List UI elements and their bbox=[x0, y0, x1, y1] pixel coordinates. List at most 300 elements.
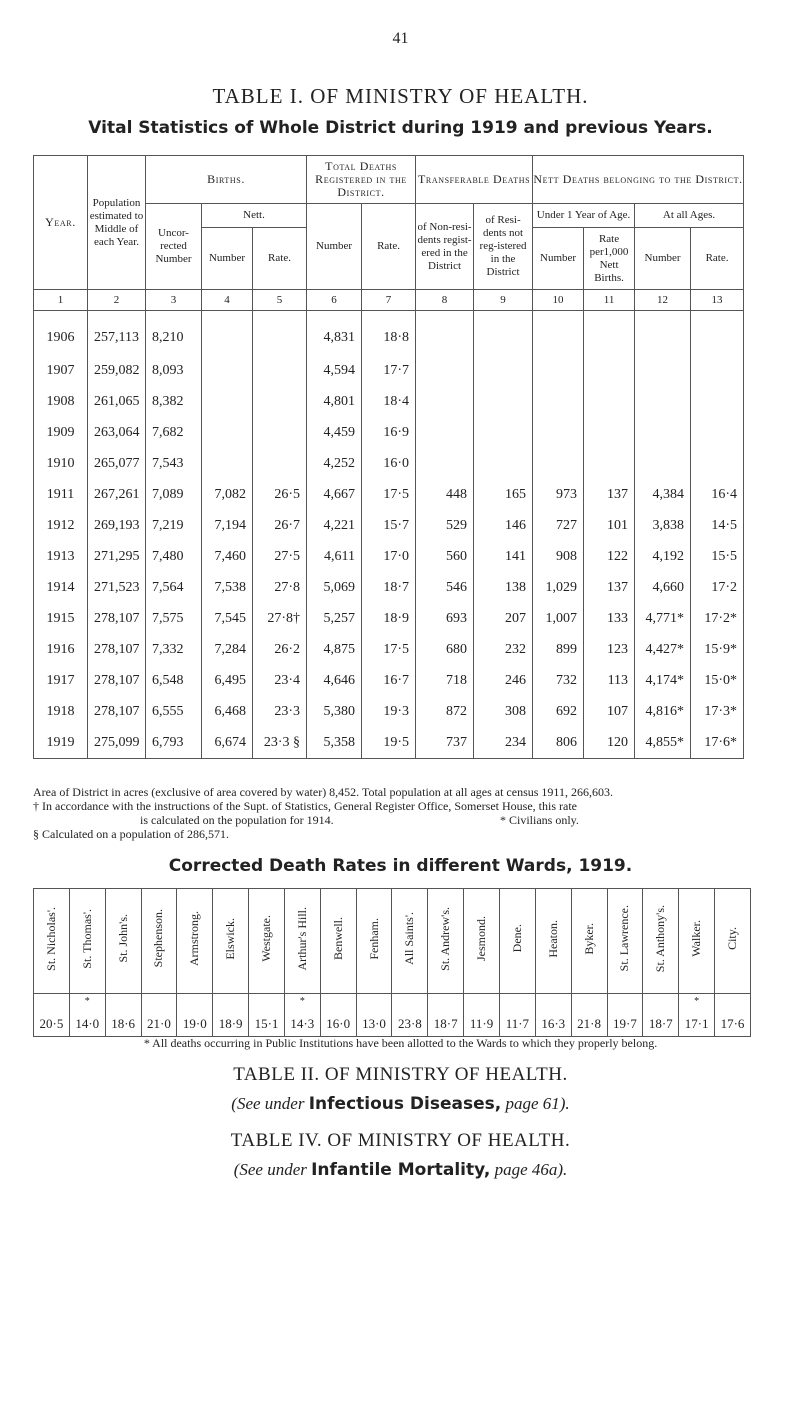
table-cell: 278,107 bbox=[88, 634, 146, 665]
ward-rate: 18·7 bbox=[433, 1016, 458, 1031]
vital-statistics-table bbox=[33, 155, 744, 759]
table-cell: 17·2 bbox=[691, 572, 744, 603]
year-cell: 1918 bbox=[34, 696, 88, 727]
table-cell: 5,257 bbox=[307, 603, 362, 634]
table-cell: 18·7 bbox=[362, 572, 416, 603]
table-cell bbox=[474, 448, 533, 479]
table-cell: 529 bbox=[416, 510, 474, 541]
column-number: 9 bbox=[474, 290, 533, 311]
ward-name-cell bbox=[679, 889, 715, 994]
table-cell bbox=[202, 355, 253, 386]
ward-name: St. Andrew's. bbox=[438, 906, 453, 971]
table-cell: 146 bbox=[474, 510, 533, 541]
note-section: § Calculated on a population of 286,571. bbox=[33, 827, 229, 841]
ward-rate: 14·0 bbox=[75, 1016, 100, 1031]
table4-title: TABLE IV. OF MINISTRY OF HEALTH. bbox=[230, 1130, 571, 1151]
table2-title: TABLE II. OF MINISTRY OF HEALTH. bbox=[233, 1064, 568, 1085]
table-cell bbox=[584, 386, 635, 417]
header-all-ages: At all Ages. bbox=[635, 204, 744, 228]
table-cell: 6,793 bbox=[146, 727, 202, 759]
ward-name-cell bbox=[69, 889, 105, 994]
header-births: Births. bbox=[146, 156, 307, 204]
table-cell: 107 bbox=[584, 696, 635, 727]
ward-rate: 18·6 bbox=[111, 1016, 136, 1031]
table-cell: 1,007 bbox=[533, 603, 584, 634]
table-cell bbox=[584, 355, 635, 386]
ward-name-cell bbox=[105, 889, 141, 994]
ward-name: Heaton. bbox=[545, 919, 560, 958]
ward-rate-cell bbox=[284, 994, 320, 1037]
table-cell: 23·3 bbox=[253, 696, 307, 727]
table-cell: 6,555 bbox=[146, 696, 202, 727]
ward-name-cell bbox=[607, 889, 643, 994]
ward-name: St. Thomas'. bbox=[79, 908, 94, 969]
table-cell: 16·7 bbox=[362, 665, 416, 696]
ward-rate: 18·7 bbox=[648, 1016, 673, 1031]
table-cell bbox=[584, 417, 635, 448]
table-cell: 261,065 bbox=[88, 386, 146, 417]
note-civilians: * Civilians only. bbox=[500, 813, 579, 827]
table-cell: 7,564 bbox=[146, 572, 202, 603]
wards-title: Corrected Death Rates in different Wards, 1919. bbox=[168, 856, 633, 876]
table-cell bbox=[474, 311, 533, 356]
column-number: 12 bbox=[635, 290, 691, 311]
table-cell: 718 bbox=[416, 665, 474, 696]
table-cell: 269,193 bbox=[88, 510, 146, 541]
ward-name: St. Lawrence. bbox=[617, 905, 632, 972]
table-cell bbox=[533, 386, 584, 417]
ward-rate-cell bbox=[607, 994, 643, 1037]
header-transferable-deaths: Transferable Deaths bbox=[416, 156, 533, 204]
table4-ref-bold: Infantile Mortality, bbox=[311, 1160, 491, 1180]
table-cell bbox=[202, 448, 253, 479]
table-cell: 806 bbox=[533, 727, 584, 759]
table-cell bbox=[253, 355, 307, 386]
ward-rate-cell bbox=[105, 994, 141, 1037]
table-row bbox=[34, 572, 744, 603]
header-allages-rate: Rate. bbox=[691, 228, 744, 290]
table-cell bbox=[253, 386, 307, 417]
ward-rate-cell bbox=[571, 994, 607, 1037]
table-cell bbox=[202, 386, 253, 417]
table-cell bbox=[584, 448, 635, 479]
wards-footnote: * All deaths occurring in Public Institutions have been allotted to the Wards to which they properly belong. bbox=[143, 1036, 658, 1050]
ward-asterisk: * bbox=[694, 996, 700, 1007]
table-cell: 7,082 bbox=[202, 479, 253, 510]
ward-rate: 21·0 bbox=[147, 1016, 171, 1031]
ward-rate-cell bbox=[177, 994, 213, 1037]
table-cell: 165 bbox=[474, 479, 533, 510]
note-population-1914: is calculated on the population for 1914. bbox=[140, 813, 334, 827]
year-cell: 1916 bbox=[34, 634, 88, 665]
table-cell: 4,459 bbox=[307, 417, 362, 448]
table-cell: 15·5 bbox=[691, 541, 744, 572]
ward-rate-cell bbox=[679, 994, 715, 1037]
ward-name: Elswick. bbox=[223, 917, 238, 960]
table-row bbox=[34, 448, 744, 479]
table-cell bbox=[533, 355, 584, 386]
table4-ref-post: page 46a). bbox=[490, 1160, 568, 1179]
ward-rate-cell bbox=[249, 994, 285, 1037]
year-cell: 1907 bbox=[34, 355, 88, 386]
table2-reference bbox=[0, 1094, 801, 1114]
year-cell: 1906 bbox=[34, 311, 88, 356]
table-cell: 122 bbox=[584, 541, 635, 572]
header-deaths-rate: Rate. bbox=[362, 204, 416, 290]
table-cell: 737 bbox=[416, 727, 474, 759]
ward-name: Fenham. bbox=[366, 917, 381, 960]
table-cell: 4,611 bbox=[307, 541, 362, 572]
ward-name: St. Anthony's. bbox=[653, 904, 668, 973]
table-cell bbox=[416, 386, 474, 417]
table-cell: 693 bbox=[416, 603, 474, 634]
table-cell: 278,107 bbox=[88, 665, 146, 696]
ward-rate-cell bbox=[34, 994, 70, 1037]
table-cell bbox=[416, 311, 474, 356]
table-cell: 7,219 bbox=[146, 510, 202, 541]
table-cell: 278,107 bbox=[88, 603, 146, 634]
table-cell bbox=[635, 386, 691, 417]
table-cell: 448 bbox=[416, 479, 474, 510]
table-cell: 271,295 bbox=[88, 541, 146, 572]
ward-rate-cell bbox=[69, 994, 105, 1037]
table-cell bbox=[253, 311, 307, 356]
table-cell: 120 bbox=[584, 727, 635, 759]
table-row bbox=[34, 696, 744, 727]
table-cell bbox=[691, 417, 744, 448]
table-cell: 18·8 bbox=[362, 311, 416, 356]
ward-name-cell bbox=[34, 889, 70, 994]
ward-name: Byker. bbox=[581, 922, 596, 955]
column-number: 2 bbox=[88, 290, 146, 311]
table-cell: 113 bbox=[584, 665, 635, 696]
table-cell: 137 bbox=[584, 572, 635, 603]
year-cell: 1911 bbox=[34, 479, 88, 510]
ward-rate-cell bbox=[320, 994, 356, 1037]
ward-name: Benwell. bbox=[330, 917, 345, 960]
table-cell: 4,594 bbox=[307, 355, 362, 386]
table-cell: 732 bbox=[533, 665, 584, 696]
table-cell: 17·2* bbox=[691, 603, 744, 634]
table-cell: 6,468 bbox=[202, 696, 253, 727]
table-cell: 4,801 bbox=[307, 386, 362, 417]
ward-name-cell bbox=[356, 889, 392, 994]
ward-name-cell bbox=[141, 889, 177, 994]
table-cell: 15·9* bbox=[691, 634, 744, 665]
header-uncorrected: Uncor-rected Number bbox=[146, 204, 202, 290]
column-number: 13 bbox=[691, 290, 744, 311]
header-population: Population estimated to Middle of each Year. bbox=[88, 156, 146, 290]
table-cell: 4,252 bbox=[307, 448, 362, 479]
page-number: 41 bbox=[392, 30, 409, 47]
table-cell bbox=[416, 448, 474, 479]
table-cell: 265,077 bbox=[88, 448, 146, 479]
ward-rate-cell bbox=[535, 994, 571, 1037]
ward-rate-cell bbox=[464, 994, 500, 1037]
table-cell: 7,543 bbox=[146, 448, 202, 479]
table-cell bbox=[635, 448, 691, 479]
table-cell: 7,575 bbox=[146, 603, 202, 634]
table-cell: 4,192 bbox=[635, 541, 691, 572]
ward-asterisk: * bbox=[299, 996, 305, 1007]
table-cell: 4,831 bbox=[307, 311, 362, 356]
table-cell: 7,089 bbox=[146, 479, 202, 510]
column-number: 10 bbox=[533, 290, 584, 311]
header-under1-rate: Rate per1,000 Nett Births. bbox=[584, 228, 635, 290]
table-cell: 7,284 bbox=[202, 634, 253, 665]
ward-name: All Saints'. bbox=[402, 912, 417, 965]
header-residents: of Resi-dents not reg-istered in the District bbox=[474, 204, 533, 290]
table-cell: 123 bbox=[584, 634, 635, 665]
ward-rate: 16·0 bbox=[326, 1016, 351, 1031]
ward-name: Armstrong. bbox=[187, 911, 202, 966]
ward-name-cell bbox=[177, 889, 213, 994]
table-cell: 27·5 bbox=[253, 541, 307, 572]
table-cell: 5,069 bbox=[307, 572, 362, 603]
table-cell: 207 bbox=[474, 603, 533, 634]
ward-asterisk: * bbox=[84, 996, 90, 1007]
table-cell: 275,099 bbox=[88, 727, 146, 759]
table-cell: 15·0* bbox=[691, 665, 744, 696]
year-cell: 1913 bbox=[34, 541, 88, 572]
ward-name-cell bbox=[535, 889, 571, 994]
header-under1-number: Number bbox=[533, 228, 584, 290]
year-cell: 1917 bbox=[34, 665, 88, 696]
table-cell: 27·8† bbox=[253, 603, 307, 634]
column-number: 11 bbox=[584, 290, 635, 311]
ward-rate-cell bbox=[428, 994, 464, 1037]
table-cell bbox=[691, 386, 744, 417]
table-cell bbox=[691, 448, 744, 479]
ward-name: City. bbox=[725, 927, 740, 950]
year-cell: 1915 bbox=[34, 603, 88, 634]
header-total-deaths: Total Deaths Registered in the District. bbox=[307, 156, 416, 204]
table-cell: 19·5 bbox=[362, 727, 416, 759]
table-cell: 8,382 bbox=[146, 386, 202, 417]
ward-rate: 13·0 bbox=[362, 1016, 386, 1031]
ward-name-cell bbox=[499, 889, 535, 994]
table-cell: 560 bbox=[416, 541, 474, 572]
table-cell: 7,682 bbox=[146, 417, 202, 448]
table-row bbox=[34, 355, 744, 386]
table-cell: 141 bbox=[474, 541, 533, 572]
table-row bbox=[34, 541, 744, 572]
ward-name: St. Nicholas'. bbox=[43, 906, 58, 971]
table-cell: 17·5 bbox=[362, 634, 416, 665]
table-cell bbox=[584, 311, 635, 356]
table-cell bbox=[202, 417, 253, 448]
table-cell: 16·9 bbox=[362, 417, 416, 448]
header-deaths-number: Number bbox=[307, 204, 362, 290]
header-under-1-year: Under 1 Year of Age. bbox=[533, 204, 635, 228]
table-cell: 680 bbox=[416, 634, 474, 665]
table-cell: 16·0 bbox=[362, 448, 416, 479]
table-row bbox=[34, 665, 744, 696]
table-cell: 973 bbox=[533, 479, 584, 510]
table-cell: 17·0 bbox=[362, 541, 416, 572]
column-number: 5 bbox=[253, 290, 307, 311]
table-cell: 14·5 bbox=[691, 510, 744, 541]
ward-name: Arthur's Hill. bbox=[294, 906, 309, 971]
table-cell: 6,674 bbox=[202, 727, 253, 759]
table-cell: 16·4 bbox=[691, 479, 744, 510]
column-number: 3 bbox=[146, 290, 202, 311]
ward-name-cell bbox=[320, 889, 356, 994]
table-cell: 4,660 bbox=[635, 572, 691, 603]
ward-rate: 23·8 bbox=[397, 1016, 422, 1031]
table-cell: 259,082 bbox=[88, 355, 146, 386]
table-cell bbox=[691, 355, 744, 386]
table-cell: 133 bbox=[584, 603, 635, 634]
table-row bbox=[34, 311, 744, 356]
ward-rate-cell bbox=[643, 994, 679, 1037]
ward-name: St. John's. bbox=[115, 914, 130, 963]
table-cell: 17·3* bbox=[691, 696, 744, 727]
column-number: 1 bbox=[34, 290, 88, 311]
table-cell: 137 bbox=[584, 479, 635, 510]
year-cell: 1910 bbox=[34, 448, 88, 479]
ward-name-cell bbox=[249, 889, 285, 994]
ward-name-cell bbox=[284, 889, 320, 994]
table-cell bbox=[691, 311, 744, 356]
ward-rate: 15·1 bbox=[254, 1016, 279, 1031]
table-cell bbox=[635, 417, 691, 448]
table-cell: 4,427* bbox=[635, 634, 691, 665]
ward-rate: 17·6 bbox=[720, 1016, 745, 1031]
table-cell: 692 bbox=[533, 696, 584, 727]
table-cell bbox=[635, 311, 691, 356]
page-subtitle: Vital Statistics of Whole District during 1919 and previous Years. bbox=[88, 118, 713, 138]
ward-name-cell bbox=[643, 889, 679, 994]
ward-rate: 19·0 bbox=[182, 1016, 207, 1031]
table-cell: 234 bbox=[474, 727, 533, 759]
header-allages-number: Number bbox=[635, 228, 691, 290]
table-cell: 7,194 bbox=[202, 510, 253, 541]
table-cell: 4,384 bbox=[635, 479, 691, 510]
ward-rate-cell bbox=[499, 994, 535, 1037]
table-cell: 7,545 bbox=[202, 603, 253, 634]
table-cell: 27·8 bbox=[253, 572, 307, 603]
table-cell: 101 bbox=[584, 510, 635, 541]
table-cell bbox=[474, 417, 533, 448]
ward-name-cell bbox=[392, 889, 428, 994]
ward-rate: 14·3 bbox=[290, 1016, 315, 1031]
table-row bbox=[34, 386, 744, 417]
year-cell: 1914 bbox=[34, 572, 88, 603]
table-row bbox=[34, 417, 744, 448]
table-cell: 727 bbox=[533, 510, 584, 541]
table-cell: 17·5 bbox=[362, 479, 416, 510]
header-year: Year. bbox=[34, 156, 88, 290]
table-cell: 5,380 bbox=[307, 696, 362, 727]
ward-rate: 17·1 bbox=[684, 1016, 709, 1031]
table-cell: 4,875 bbox=[307, 634, 362, 665]
table-cell: 17·6* bbox=[691, 727, 744, 759]
ward-name-cell bbox=[213, 889, 249, 994]
table-cell bbox=[533, 448, 584, 479]
table-cell: 7,480 bbox=[146, 541, 202, 572]
table-cell: 23·4 bbox=[253, 665, 307, 696]
header-non-residents: of Non-resi-dents regist-ered in the District bbox=[416, 204, 474, 290]
table4-ref-pre: (See under bbox=[233, 1160, 312, 1179]
table-cell: 546 bbox=[416, 572, 474, 603]
header-nett: Nett. bbox=[202, 204, 307, 228]
table-cell: 3,838 bbox=[635, 510, 691, 541]
table-cell: 267,261 bbox=[88, 479, 146, 510]
table-cell: 6,548 bbox=[146, 665, 202, 696]
table-cell: 232 bbox=[474, 634, 533, 665]
ward-rate-cell bbox=[213, 994, 249, 1037]
table-cell bbox=[533, 417, 584, 448]
table-cell: 7,332 bbox=[146, 634, 202, 665]
ward-name: Stephenson. bbox=[151, 909, 166, 968]
ward-rate-cell bbox=[392, 994, 428, 1037]
table-cell: 246 bbox=[474, 665, 533, 696]
table-cell: 6,495 bbox=[202, 665, 253, 696]
column-number: 4 bbox=[202, 290, 253, 311]
column-number: 6 bbox=[307, 290, 362, 311]
table-cell bbox=[635, 355, 691, 386]
table-cell: 4,855* bbox=[635, 727, 691, 759]
table-cell: 7,460 bbox=[202, 541, 253, 572]
table-row bbox=[34, 727, 744, 759]
table-cell: 308 bbox=[474, 696, 533, 727]
table-cell: 19·3 bbox=[362, 696, 416, 727]
ward-rate: 20·5 bbox=[39, 1016, 64, 1031]
table-cell: 908 bbox=[533, 541, 584, 572]
table-cell: 138 bbox=[474, 572, 533, 603]
ward-name-cell bbox=[428, 889, 464, 994]
table-cell: 7,538 bbox=[202, 572, 253, 603]
ward-name-cell bbox=[464, 889, 500, 994]
table-cell bbox=[416, 355, 474, 386]
table-cell: 4,174* bbox=[635, 665, 691, 696]
table-cell bbox=[202, 311, 253, 356]
ward-rate: 11·9 bbox=[469, 1016, 494, 1031]
table-cell: 263,064 bbox=[88, 417, 146, 448]
note-area: Area of District in acres (exclusive of area covered by water) 8,452. Total population at all ages at census 1911, 266,603. bbox=[33, 785, 613, 799]
table2-ref-post: page 61). bbox=[501, 1094, 570, 1113]
table-cell: 257,113 bbox=[88, 311, 146, 356]
table-cell bbox=[416, 417, 474, 448]
ward-rate: 21·8 bbox=[577, 1016, 601, 1031]
year-cell: 1912 bbox=[34, 510, 88, 541]
ward-rate: 16·3 bbox=[541, 1016, 566, 1031]
column-number: 7 bbox=[362, 290, 416, 311]
ward-rate-cell bbox=[715, 994, 751, 1037]
table-cell: 872 bbox=[416, 696, 474, 727]
table-cell: 271,523 bbox=[88, 572, 146, 603]
ward-rate: 19·7 bbox=[613, 1016, 637, 1031]
column-number: 8 bbox=[416, 290, 474, 311]
ward-name-cell bbox=[715, 889, 751, 994]
ward-name: Westgate. bbox=[258, 915, 273, 962]
table-cell: 899 bbox=[533, 634, 584, 665]
table-cell: 23·3 § bbox=[253, 727, 307, 759]
table2-ref-bold: Infectious Diseases, bbox=[308, 1094, 502, 1114]
ward-rate: 11·7 bbox=[505, 1016, 530, 1031]
ward-name-cell bbox=[571, 889, 607, 994]
year-cell: 1909 bbox=[34, 417, 88, 448]
table-cell: 26·5 bbox=[253, 479, 307, 510]
table-cell: 18·4 bbox=[362, 386, 416, 417]
note-dagger: † In accordance with the instructions of the Supt. of Statistics, General Register Office, Somerset House, this rate bbox=[33, 799, 577, 813]
table-cell: 26·2 bbox=[253, 634, 307, 665]
table-cell: 8,210 bbox=[146, 311, 202, 356]
table-cell: 4,667 bbox=[307, 479, 362, 510]
table-cell: 17·7 bbox=[362, 355, 416, 386]
ward-rate-cell bbox=[141, 994, 177, 1037]
